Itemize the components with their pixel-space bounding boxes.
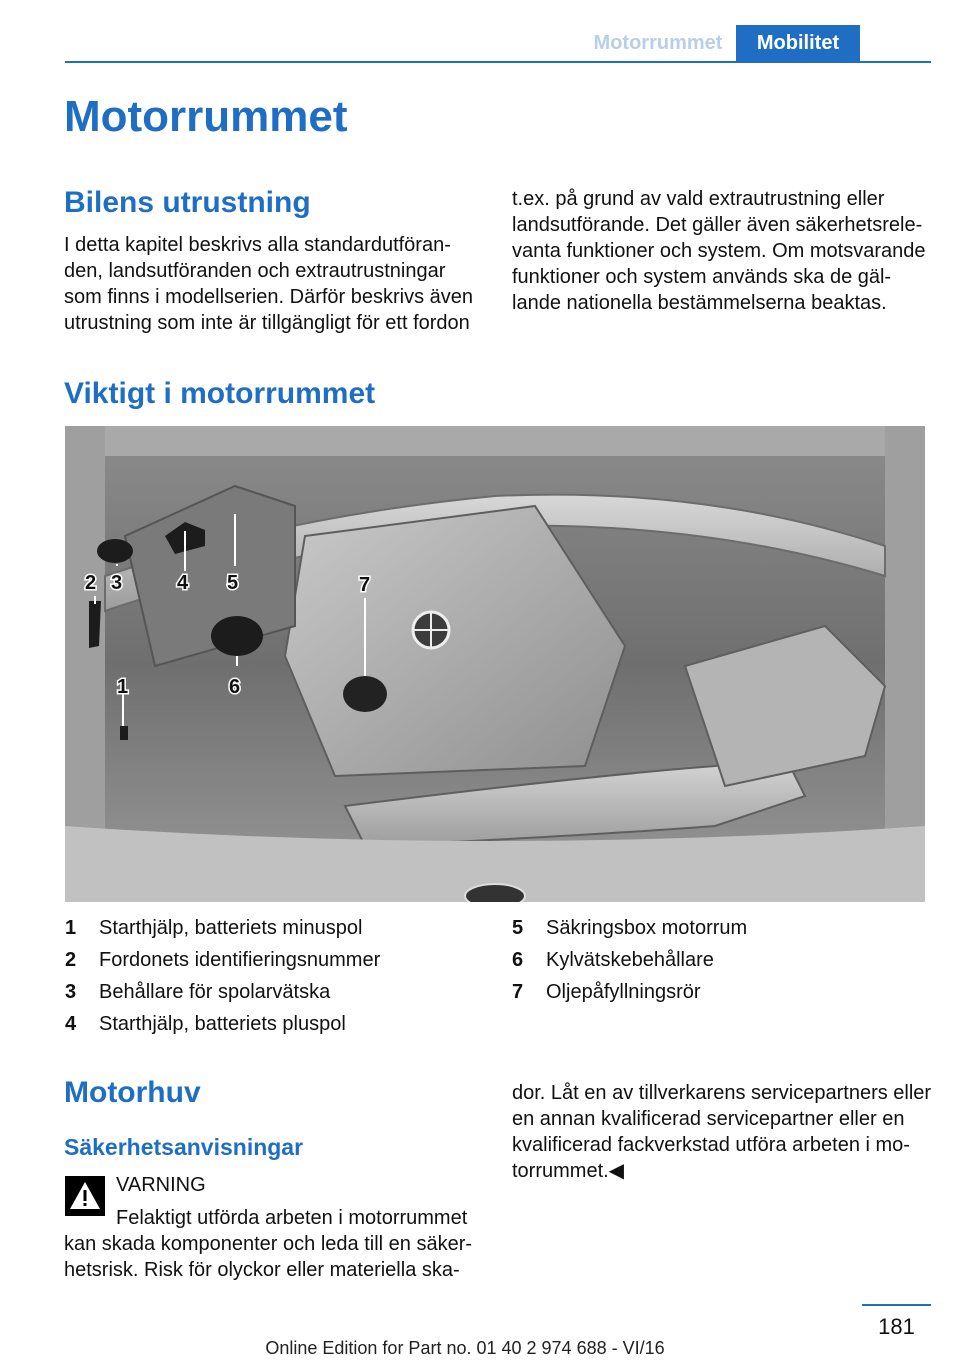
legend-item bbox=[512, 912, 747, 944]
legend-item bbox=[65, 912, 380, 944]
warning-text-first-line: Felaktigt utförda arbeten i motorrummet bbox=[116, 1207, 468, 1229]
footer-edition-text: Online Edition for Part no. 01 40 2 974 688 - VI/16 bbox=[265, 1338, 665, 1358]
warning-text-rest: kan skada komponenter och leda till en säker- hetsrisk. Risk för olyckor eller materiella ska- bbox=[64, 1233, 473, 1281]
callout-5: 5 bbox=[227, 572, 239, 594]
section3-text-right: dor. Låt en av tillverkarens servicepartners eller en annan kvalificerad servicepartner eller en kvalificerad fackverkstad utföra arbeten i mo- torrummet.◀ bbox=[512, 1082, 932, 1182]
legend-number: 2 bbox=[65, 949, 77, 971]
legend-list-right bbox=[512, 912, 747, 1008]
legend-number: 7 bbox=[512, 981, 524, 1003]
legend-text: Säkringsbox motorrum bbox=[546, 917, 748, 939]
legend-number: 4 bbox=[65, 1013, 77, 1035]
engine-bay-illustration bbox=[65, 426, 925, 902]
footer-edition bbox=[0, 1338, 930, 1359]
legend-item bbox=[512, 944, 747, 976]
section-heading-viktigt: Viktigt i motorrummet bbox=[64, 377, 376, 410]
subheading-sakerhetsanvisningar: Säkerhetsanvisningar bbox=[64, 1134, 304, 1160]
warning-triangle-icon bbox=[65, 1176, 105, 1216]
legend-item bbox=[512, 976, 747, 1008]
legend-number: 1 bbox=[65, 917, 77, 939]
legend-list-left bbox=[65, 912, 380, 1040]
warning-label: VARNING bbox=[116, 1174, 206, 1196]
header-tab-mobilitet[interactable]: Mobilitet bbox=[736, 25, 860, 62]
legend-text: Starthjälp, batteriets pluspol bbox=[99, 1013, 346, 1035]
page-title: Motorrummet bbox=[64, 92, 348, 141]
section-heading-motorhuv: Motorhuv bbox=[64, 1076, 201, 1109]
legend-number: 3 bbox=[65, 981, 77, 1003]
legend-item bbox=[65, 1008, 380, 1040]
section1-text-left: I detta kapitel beskrivs alla standardutföran- den, landsutföranden och extrautrustningar som finns i modellserien. Därför beskrivs även utrustning som inte är tillgängligt för ett fordon bbox=[64, 234, 474, 334]
callout-7: 7 bbox=[359, 574, 371, 596]
header-rule bbox=[65, 61, 931, 63]
header-tab-motorrummet[interactable]: Motorrummet bbox=[593, 32, 723, 54]
callout-4: 4 bbox=[177, 572, 189, 594]
section-heading-bilens-utrustning: Bilens utrustning bbox=[64, 186, 311, 219]
section1-text-right: t.ex. på grund av vald extrautrustning eller landsutförande. Det gäller även säkerhetsrele- vanta funktioner och system. Om motsvarande funktioner och system används ska de gäl- lande nationella bestämmelserna beaktas. bbox=[512, 188, 926, 314]
legend-item bbox=[65, 944, 380, 976]
legend-text: Kylvätskebehållare bbox=[546, 949, 714, 971]
legend-number: 5 bbox=[512, 917, 524, 939]
callout-1: 1 bbox=[117, 676, 129, 698]
callout-3: 3 bbox=[111, 572, 123, 594]
callout-2: 2 bbox=[85, 572, 97, 594]
legend-text: Fordonets identifieringsnummer bbox=[99, 949, 381, 971]
footer-rule bbox=[862, 1304, 931, 1306]
legend-text: Oljepåfyllningsrör bbox=[546, 981, 701, 1003]
callout-6: 6 bbox=[229, 676, 241, 698]
page-number: 181 bbox=[878, 1314, 915, 1339]
legend-text: Behållare för spolarvätska bbox=[99, 981, 331, 1003]
legend-number: 6 bbox=[512, 949, 524, 971]
legend-item bbox=[65, 976, 380, 1008]
legend-text: Starthjälp, batteriets minuspol bbox=[99, 917, 363, 939]
